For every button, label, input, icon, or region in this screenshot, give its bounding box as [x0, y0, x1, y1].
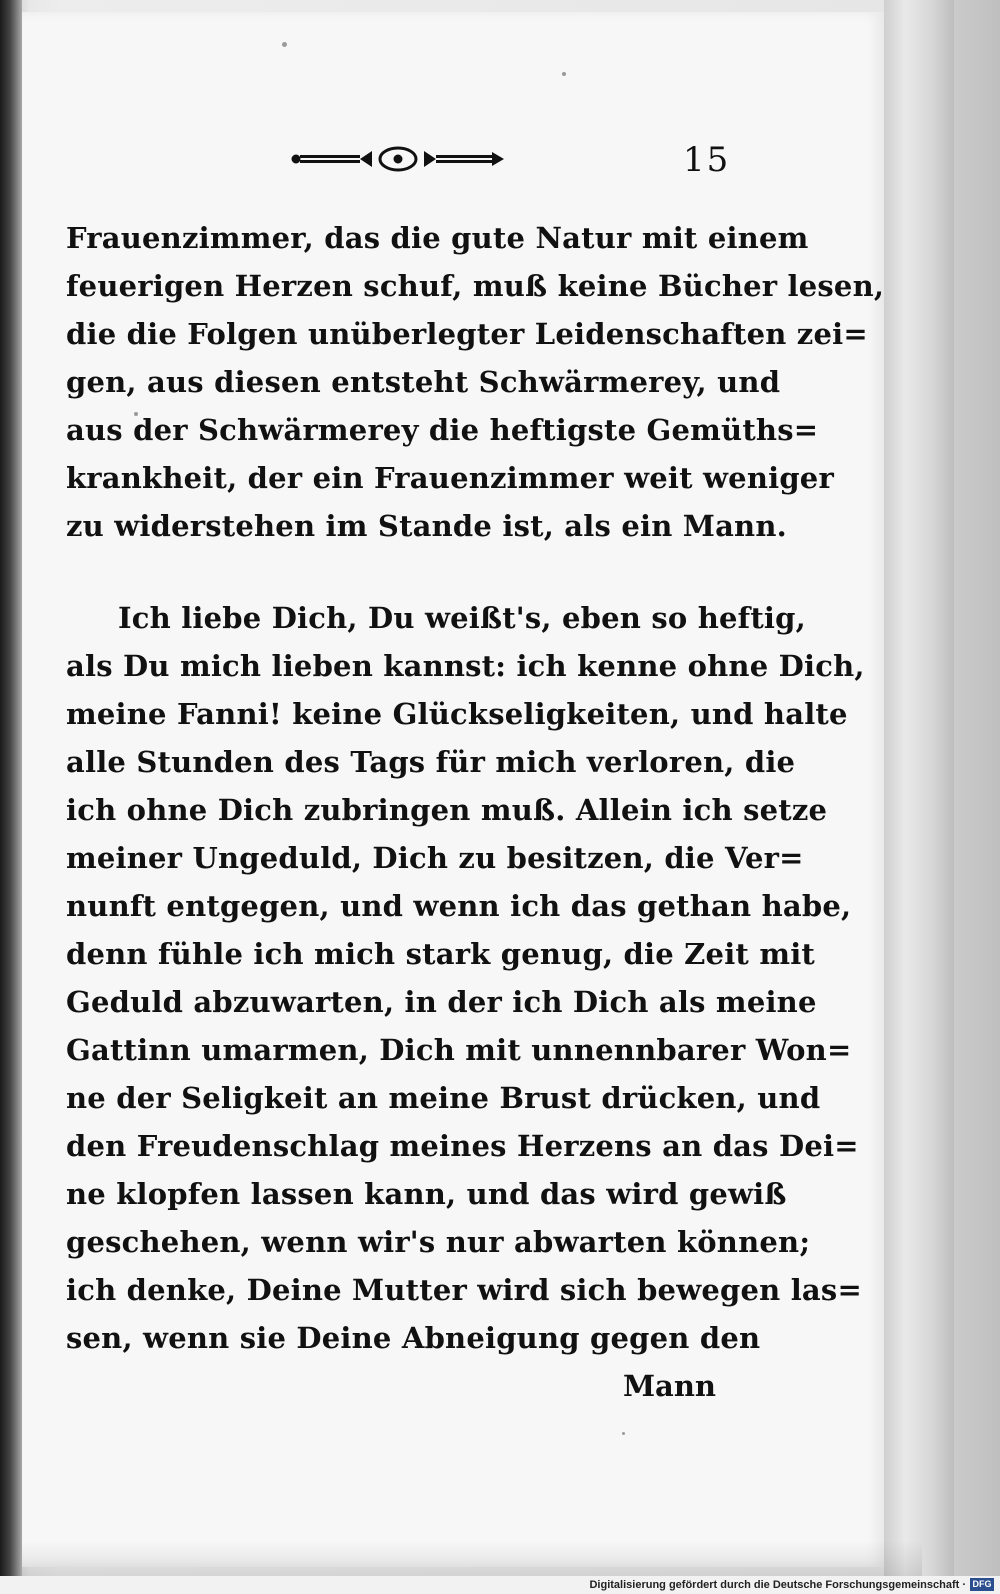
- page-bottom-shadow: [22, 1540, 922, 1578]
- text-line: [66, 690, 848, 738]
- text-line-content: ich denke, Deine Mutter wird sich bewegen las=: [66, 1273, 862, 1307]
- catchword-line: [66, 1362, 716, 1410]
- text-line: [66, 1266, 862, 1314]
- text-line: [66, 882, 852, 930]
- text-line: [66, 214, 809, 262]
- paper-speck: [282, 42, 287, 47]
- text-line-content: meiner Ungeduld, Dich zu besitzen, die Ver=: [66, 841, 804, 875]
- text-line: [66, 1026, 852, 1074]
- text-line-content: aus der Schwärmerey die heftigste Gemüths=: [66, 413, 819, 447]
- text-line-content: geschehen, wenn wir's nur abwarten können;: [66, 1225, 811, 1259]
- text-line: [66, 1218, 811, 1266]
- text-line: [66, 358, 781, 406]
- book-spine-edge: [0, 0, 22, 1594]
- text-line-content: denn fühle ich mich stark genug, die Zeit mit: [66, 937, 816, 971]
- text-line-content: als Du mich lieben kannst: ich kenne ohne Dich,: [66, 649, 865, 683]
- text-line: [66, 594, 806, 642]
- text-line: [66, 930, 816, 978]
- text-line-content: nunft entgegen, und wenn ich das gethan habe,: [66, 889, 852, 923]
- catchword: Mann: [622, 1369, 716, 1403]
- text-line: [66, 978, 817, 1026]
- text-line-content: Geduld abzuwarten, in der ich Dich als meine: [66, 985, 817, 1019]
- page-number: 15: [683, 140, 731, 180]
- paper-speck: [562, 72, 566, 76]
- header-ornament: [288, 146, 508, 172]
- page-edge-right: [884, 0, 954, 1594]
- text-line-content: die die Folgen unüberlegter Leidenschaften zei=: [66, 317, 868, 351]
- text-line: [66, 502, 787, 550]
- text-line-content: zu widerstehen im Stande ist, als ein Mann.: [66, 509, 787, 543]
- text-line: [66, 834, 804, 882]
- text-line-content: ne klopfen lassen kann, und das wird gewiß: [66, 1177, 787, 1211]
- text-line-content: ne der Seligkeit an meine Brust drücken, und: [66, 1081, 821, 1115]
- text-line-content: Gattinn umarmen, Dich mit unnennbarer Won=: [66, 1033, 852, 1067]
- text-line-content: Ich liebe Dich, Du weißt's, eben so heftig,: [118, 601, 806, 635]
- text-line: [66, 310, 868, 358]
- text-line: [66, 1074, 821, 1122]
- text-line-content: krankheit, der ein Frauenzimmer weit weniger: [66, 461, 834, 495]
- dfg-logo: DFG: [970, 1578, 994, 1591]
- text-line-content: ich ohne Dich zubringen muß. Allein ich setze: [66, 793, 828, 827]
- text-line: [66, 1122, 859, 1170]
- text-line-content: den Freudenschlag meines Herzens an das Dei=: [66, 1129, 859, 1163]
- text-line: [66, 406, 819, 454]
- text-line-content: gen, aus diesen entsteht Schwärmerey, und: [66, 365, 781, 399]
- text-line: [66, 786, 828, 834]
- text-line-content: sen, wenn sie Deine Abneigung gegen den: [66, 1321, 761, 1355]
- text-line: [66, 1314, 761, 1362]
- text-line: [66, 454, 834, 502]
- paper-speck: [622, 1432, 625, 1435]
- text-line: [66, 262, 885, 310]
- text-line-content: alle Stunden des Tags für mich verloren, die: [66, 745, 796, 779]
- body-text: [66, 214, 885, 1410]
- text-line-content: Frauenzimmer, das die gute Natur mit einem: [66, 221, 809, 255]
- paragraph-gap: [66, 550, 716, 594]
- text-line: [66, 642, 865, 690]
- text-line: [66, 738, 796, 786]
- digitization-credit: Digitalisierung gefördert durch die Deutsche Forschungsgemeinschaft ·: [589, 1579, 966, 1591]
- text-line-content: meine Fanni! keine Glückseligkeiten, und halte: [66, 697, 848, 731]
- text-line-content: feuerigen Herzen schuf, muß keine Bücher lesen,: [66, 269, 885, 303]
- text-line: [66, 1170, 787, 1218]
